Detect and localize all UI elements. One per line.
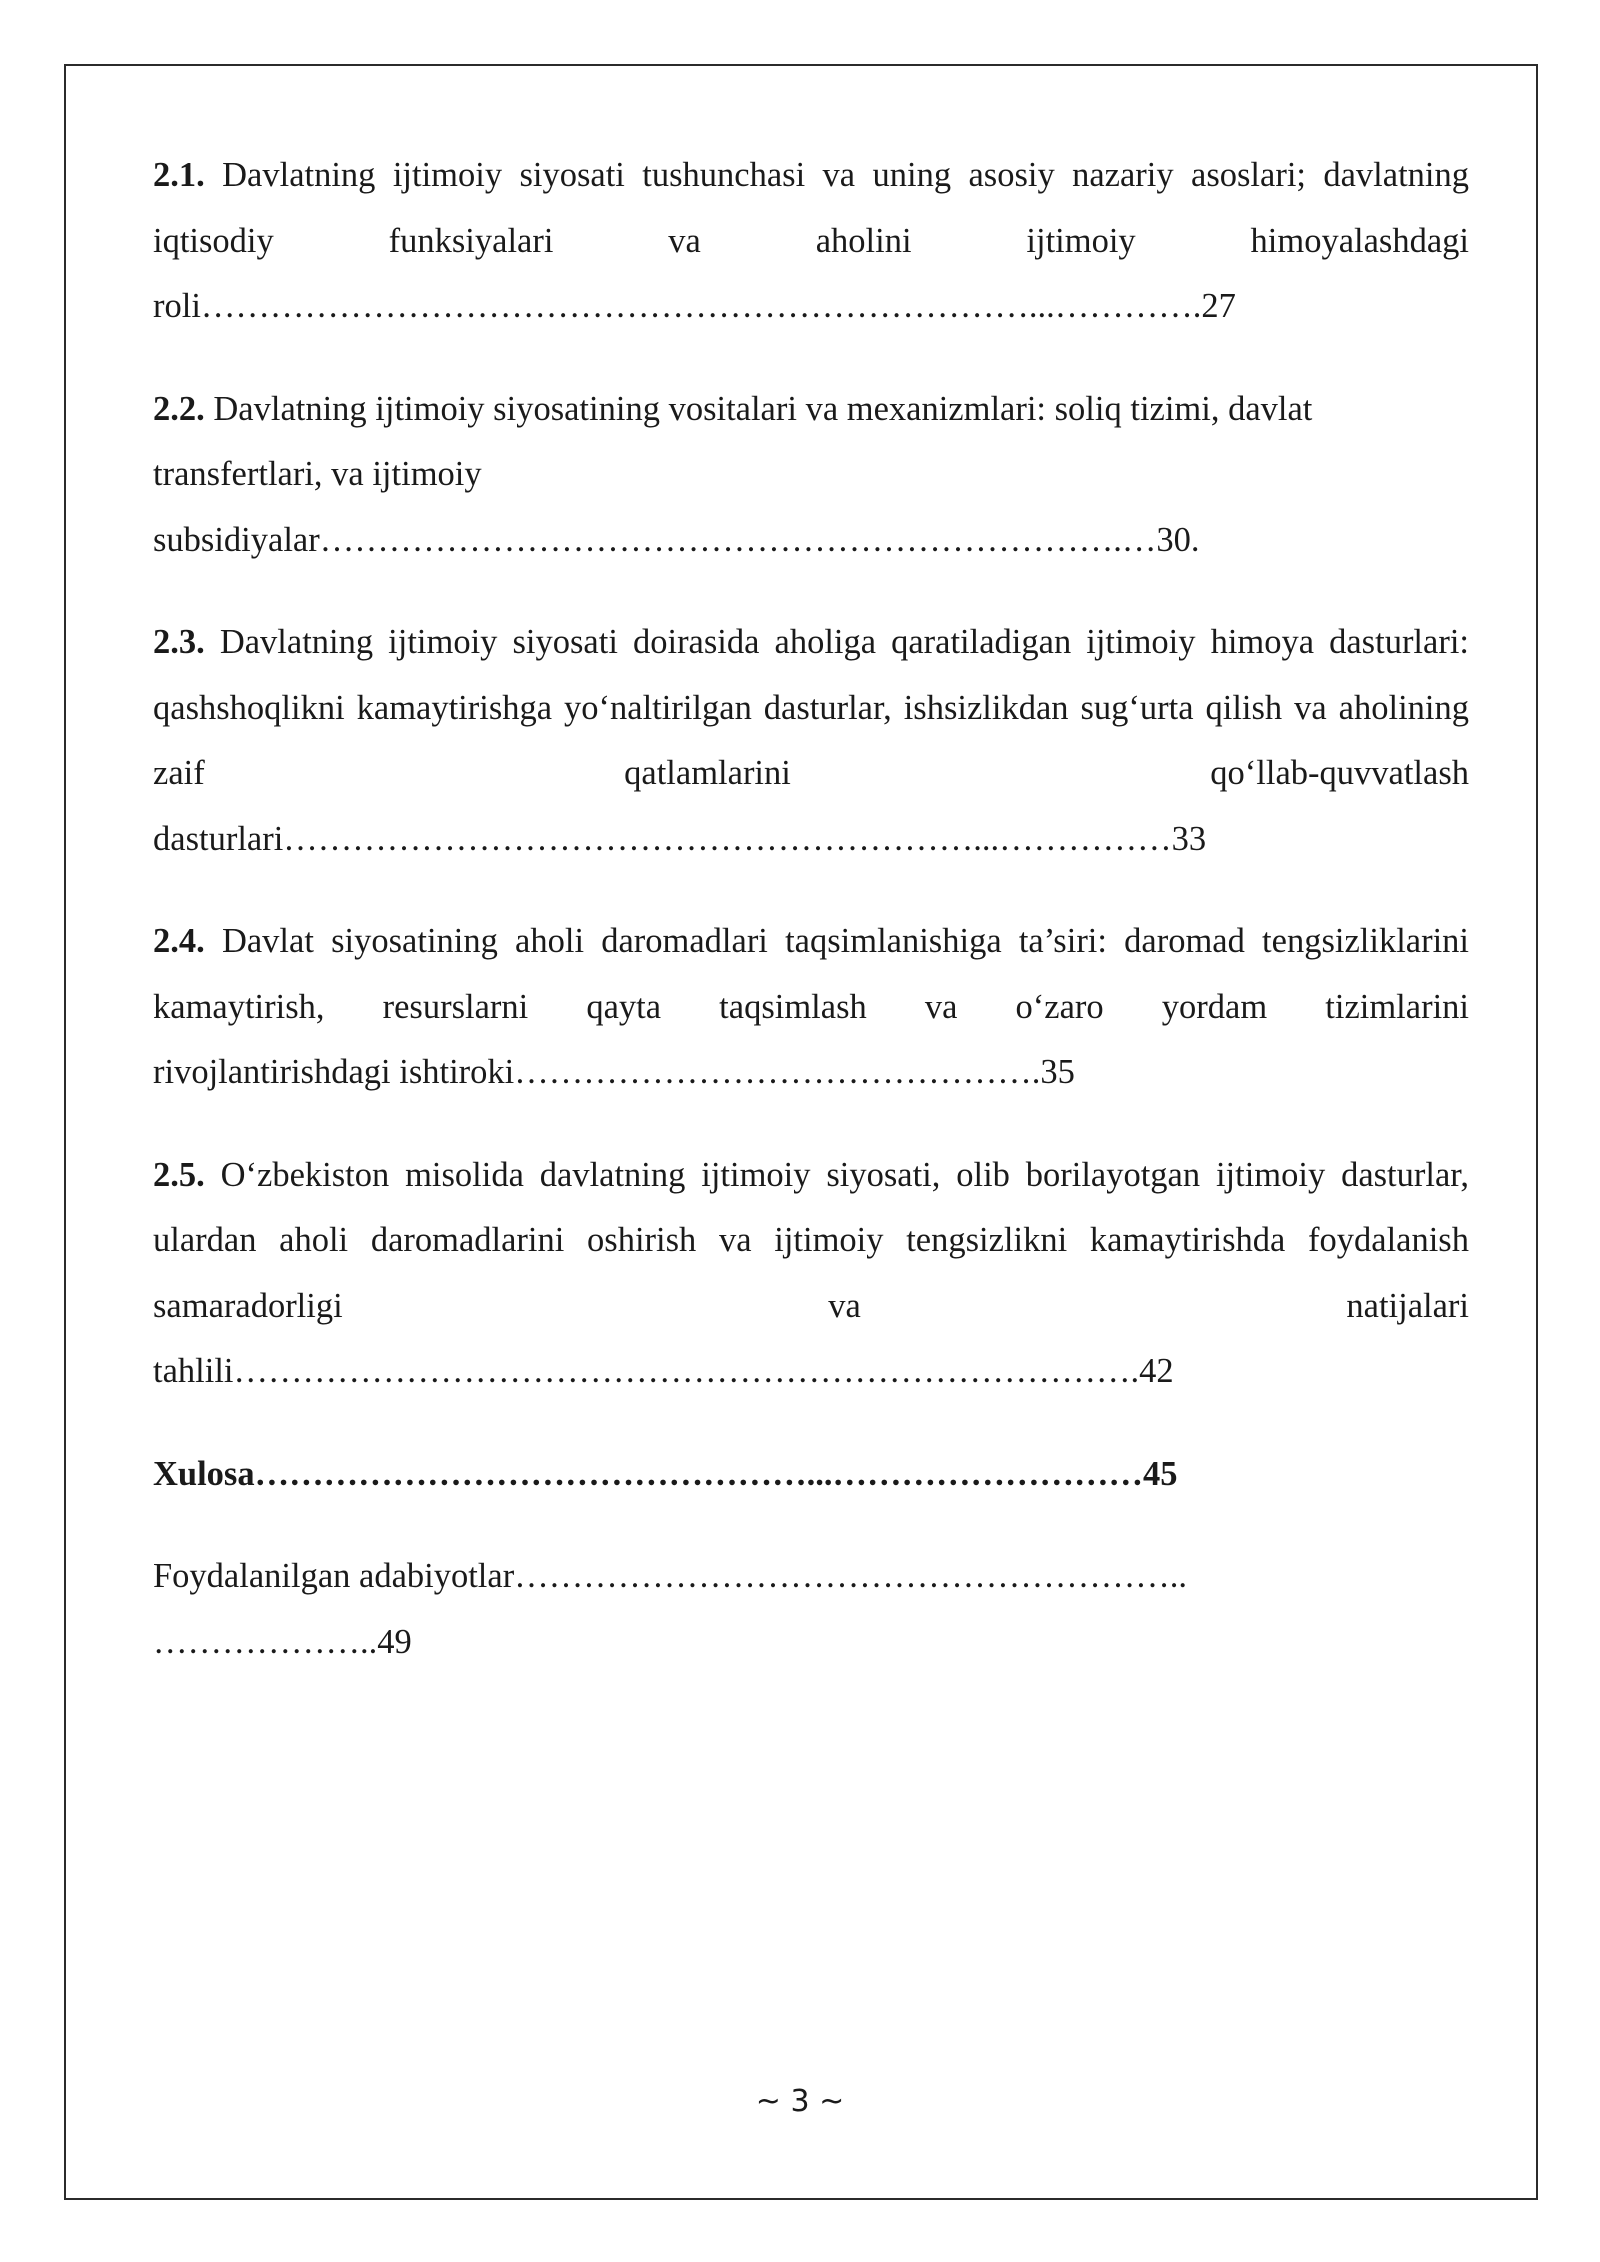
toc-entry-2-1[interactable] <box>153 143 1469 340</box>
toc-entry-2-2[interactable] <box>153 377 1469 574</box>
toc-leader-line: ………………..49 <box>153 1622 412 1661</box>
conclusion-title: Xulosa…………………………………………...………………………45 <box>153 1454 1178 1493</box>
toc-entry-text <box>153 377 1469 443</box>
page-number: ~ 3 ~ <box>755 2084 845 2119</box>
toc-entry-text <box>153 909 1469 1040</box>
section-title: Davlat siyosatining aholi daromadlari taqsimlanishiga ta’siri: daromad tengsizliklarini kamaytirish, resurslarni qayta taqsimlash va oʻzaro yordam tizimlarini <box>153 922 1470 1026</box>
toc-leader-line: rivojlantirishdagi ishtiroki……………………………………….35 <box>153 1053 1075 1091</box>
toc-entry-2-5[interactable] <box>153 1143 1469 1405</box>
section-number: 2.4. <box>153 922 205 960</box>
toc-leader-line: roli………………………………………………………………...………….27 <box>153 287 1236 325</box>
section-number: 2.5. <box>153 1155 205 1194</box>
table-of-contents <box>153 143 1469 1712</box>
toc-entry-text <box>153 143 1469 274</box>
toc-entry-text <box>153 1143 1469 1340</box>
section-title-continued: transfertlari, va ijtimoiy <box>153 455 482 493</box>
toc-entry-references[interactable] <box>153 1544 1469 1675</box>
section-number: 2.1. <box>153 156 205 194</box>
toc-entry-2-4[interactable] <box>153 909 1469 1106</box>
toc-leader-line: tahlili…………………………………………………………………….42 <box>153 1352 1174 1390</box>
toc-leader-line: subsidiyalar…………………………………………………………….…30. <box>153 520 1200 559</box>
toc-leader-line: dasturlari……………………………………………………...……………33 <box>153 819 1207 858</box>
section-title: Davlatning ijtimoiy siyosati doirasida aholiga qaratiladigan ijtimoiy himoya dasturlari: qashshoqlikni kamaytirishga yoʻnaltirilgan dasturlar, ishsizlikdan sugʻurta qilish va aholining zaif qatlamlarini qoʻllab-quvvatlash <box>153 623 1469 792</box>
section-title: Davlatning ijtimoiy siyosatining vositalari va mexanizmlari: soliq tizimi, davlat <box>213 389 1313 428</box>
toc-entry-conclusion[interactable] <box>153 1442 1469 1508</box>
references-title: Foydalanilgan adabiyotlar………………………………………………….. <box>153 1557 1187 1595</box>
toc-entry-2-3[interactable] <box>153 610 1469 872</box>
toc-entry-text <box>153 610 1469 807</box>
section-number: 2.3. <box>153 623 205 661</box>
section-title: Davlatning ijtimoiy siyosati tushunchasi va uning asosiy nazariy asoslari; davlatning iqtisodiy funksiyalari va aholini ijtimoiy himoyalashdagi <box>153 156 1470 260</box>
section-title: Oʻzbekiston misolida davlatning ijtimoiy siyosati, olib borilayotgan ijtimoiy dasturlar, ulardan aholi daromadlarini oshirish va ijtimoiy tengsizlikni kamaytirishda foydalanish samaradorligi va natijalari <box>153 1155 1470 1325</box>
section-number: 2.2. <box>153 389 205 428</box>
